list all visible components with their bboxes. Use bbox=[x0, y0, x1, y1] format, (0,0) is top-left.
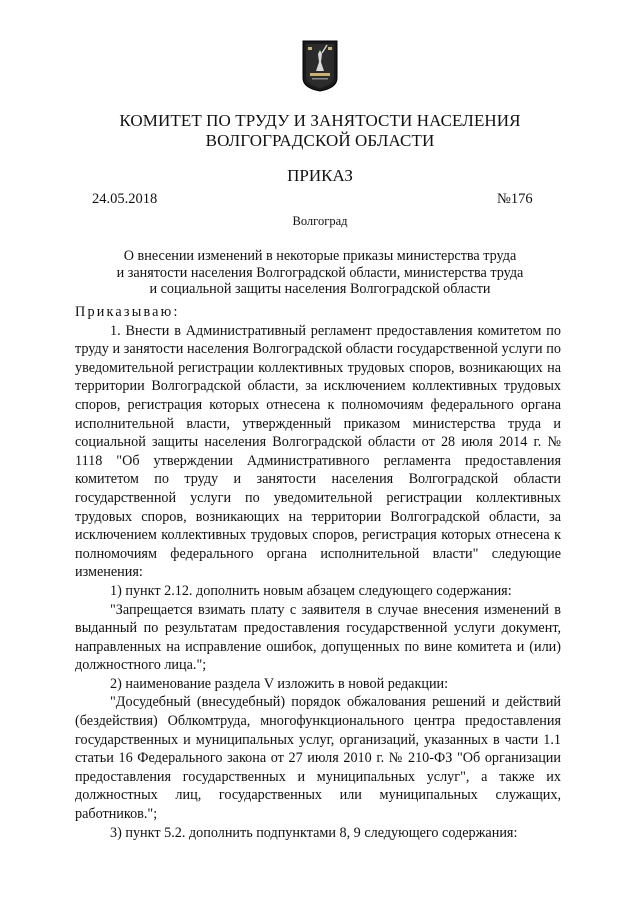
paragraph-2: 1) пункт 2.12. дополнить новым абзацем следующего содержания: bbox=[110, 582, 512, 599]
order-subject bbox=[70, 248, 570, 298]
order-directive: Приказываю: bbox=[75, 304, 180, 320]
order-number: №176 bbox=[497, 191, 533, 207]
subject-line-3: и социальной защиты населения Волгоградской области bbox=[149, 281, 491, 297]
paragraph-4: 2) наименование раздела V изложить в новой редакции: bbox=[110, 675, 449, 692]
volgograd-coat-of-arms-icon bbox=[302, 40, 338, 92]
committee-line-2: ВОЛГОГРАДСКОЙ ОБЛАСТИ bbox=[205, 131, 435, 150]
paragraph-5: "Досудебный (внесудебный) порядок обжалования решений и действий (бездействия) Облкомтруда, многофункционального центра предоставления государственных и муниципальных услуг, организаций, указанных в части 1.1 статьи 16 Федерального закона от 27 июля 2010 г. № 210-ФЗ "Об организации предоставления государственных и муниципальных услуг", а также их должностных лиц, государственных или муниципальных служащих, работников."; bbox=[75, 694, 561, 823]
committee-line-1: КОМИТЕТ ПО ТРУДУ И ЗАНЯТОСТИ НАСЕЛЕНИЯ bbox=[119, 111, 521, 130]
subject-line-2: и занятости населения Волгоградской области, министерства труда bbox=[116, 264, 524, 281]
paragraph-3: "Запрещается взимать плату с заявителя в случае внесения изменений в выданный по результатам предоставления государственной услуги документ, направленных на исправление ошибок, допущенных по вине комитета и (или) должностного лица."; bbox=[75, 601, 561, 674]
order-city: Волгоград bbox=[292, 214, 348, 228]
paragraph-6: 3) пункт 5.2. дополнить подпунктами 8, 9 следующего содержания: bbox=[110, 824, 518, 841]
order-body bbox=[75, 303, 561, 842]
committee-name bbox=[0, 111, 640, 151]
order-date: 24.05.2018 bbox=[92, 191, 158, 207]
subject-line-1: О внесении изменений в некоторые приказы министерства труда bbox=[123, 248, 517, 264]
order-title: ПРИКАЗ bbox=[287, 166, 353, 185]
paragraph-1: 1. Внести в Административный регламент предоставления комитетом по труду и занятости населения Волгоградской области государственной услуги по уведомительной регистрации коллективных трудовых споров, возникающих на территории Волгоградской области, за исключением коллективных трудовых споров, регистрация которых отнесена к полномочиям федерального органа исполнительной власти, утвержденный приказом министерства труда и социальной защиты населения Волгоградской области от 28 июля 2014 г. № 1118 "Об утверждении Административного регламента предоставления комитетом по труду и занятости населения Волгоградской области государственной услуги по уведомительной регистрации коллективных трудовых споров, возникающих на территории Волгоградской области, за исключением коллективных трудовых споров, регистрация которых отнесена к полномочиям федерального органа исполнительной власти" следующие изменения: bbox=[75, 322, 561, 581]
